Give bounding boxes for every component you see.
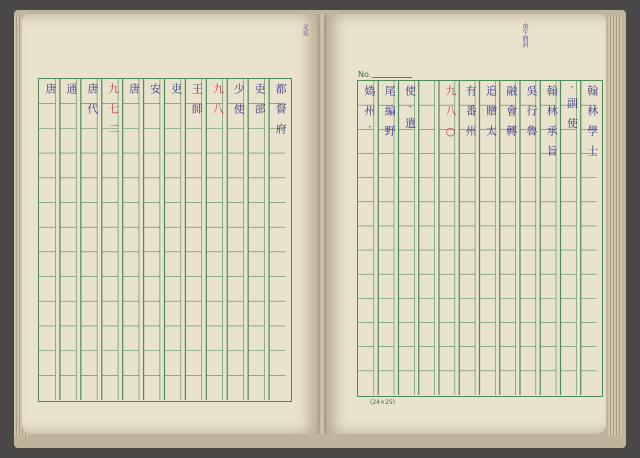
manuscript-column: 追贈太	[484, 85, 498, 145]
manuscript-column: 唐	[127, 83, 141, 103]
manuscript-column: 使·遣	[403, 85, 417, 138]
manuscript-column: 尾編野	[383, 85, 397, 145]
manuscript-column: 唐	[44, 83, 57, 103]
manuscript-column: 安	[148, 83, 162, 103]
margin-note: 又見	[301, 24, 308, 36]
grid-size-footer: (24×25)	[370, 399, 395, 406]
manuscript-column: 翰林學士	[585, 85, 599, 165]
book-spine	[318, 14, 326, 434]
grid-lines	[39, 79, 290, 400]
manuscript-column: 吏	[169, 83, 183, 103]
page-number-label: No.	[358, 70, 372, 79]
right-page-edges	[608, 16, 622, 436]
manuscript-column: 有番州	[464, 85, 478, 145]
right-manuscript-grid	[357, 80, 603, 397]
manuscript-column: 吳行魯	[525, 85, 538, 145]
manuscript-column: ·副使	[565, 85, 579, 138]
manuscript-column: 九七二	[106, 83, 120, 143]
manuscript-column: 融會轉	[504, 85, 518, 145]
manuscript-column: 少使	[232, 83, 246, 123]
page-number-line	[372, 77, 412, 78]
manuscript-column: 都督府	[274, 83, 288, 143]
margin-note: ·庚午冊封	[521, 22, 528, 48]
left-manuscript-grid	[38, 78, 292, 402]
manuscript-column: 通	[64, 83, 78, 103]
manuscript-column: 九八○	[444, 85, 457, 147]
manuscript-column: 王師	[190, 83, 204, 123]
manuscript-column: 媯州·	[363, 85, 376, 138]
manuscript-column: 唐代	[85, 83, 99, 123]
manuscript-column: 翰林承旨	[545, 85, 559, 165]
manuscript-column: 吏部	[253, 83, 267, 123]
manuscript-column: 九八	[211, 83, 225, 123]
